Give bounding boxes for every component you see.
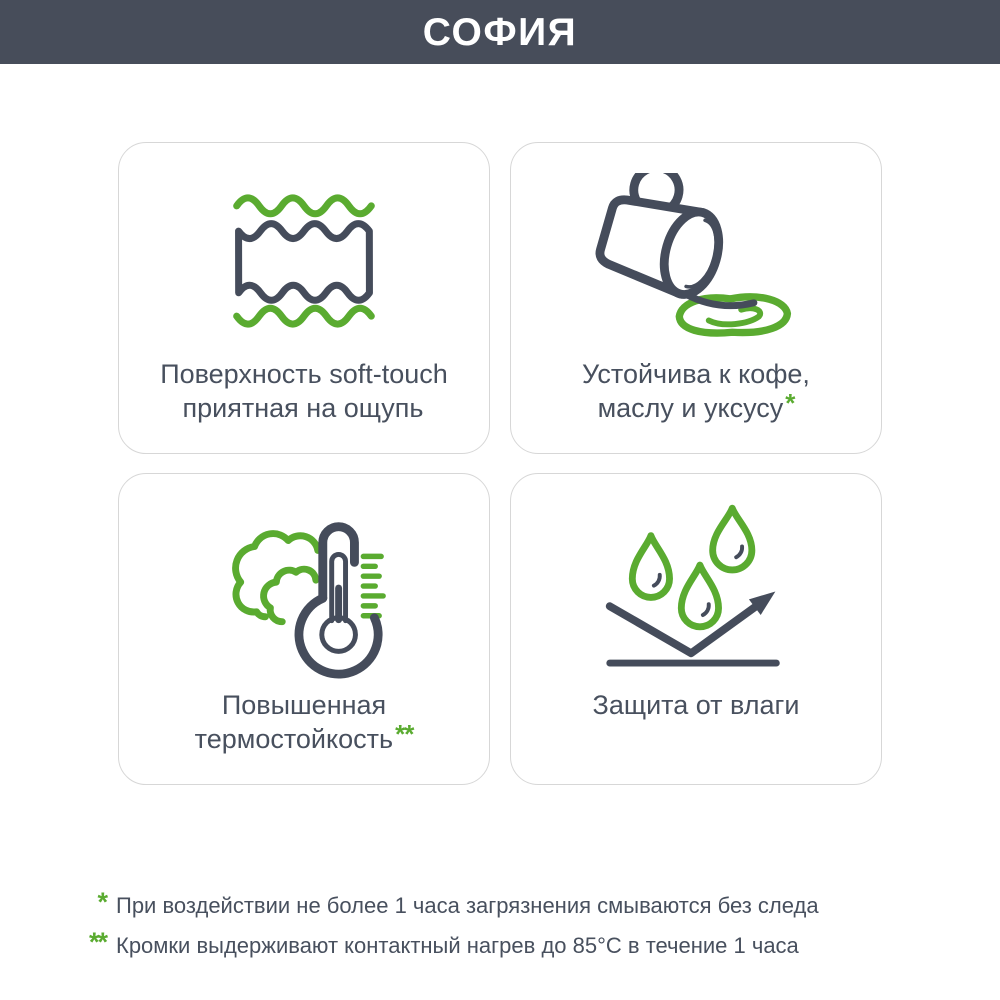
footnote-mark: ** — [88, 927, 106, 957]
title-bar — [0, 0, 1000, 64]
product-title: СОФИЯ — [422, 10, 578, 54]
card-soft-touch — [118, 142, 490, 454]
soft-touch-surface-icon — [218, 180, 390, 342]
footnote-text: Кромки выдерживают контактный нагрев до 85°С в течение 1 часа — [116, 933, 799, 958]
footnote-2 — [58, 927, 942, 960]
card-stain-resistant — [510, 142, 882, 454]
water-drops-deflect-icon — [598, 503, 794, 681]
card-moisture-protection — [510, 473, 882, 785]
card-caption: Устойчива к кофе, маслу и уксусу* — [582, 359, 810, 423]
footnote-text: При воздействии не более 1 часа загрязнения смываются без следа — [116, 893, 819, 918]
footnotes — [58, 887, 942, 960]
card-caption: Повышенная термостойкость** — [194, 690, 414, 754]
icon-area — [598, 498, 794, 686]
card-caption: Защита от влаги — [592, 690, 800, 720]
icon-area — [205, 498, 403, 686]
icon-area — [583, 167, 809, 355]
footnote-mark: * — [97, 887, 106, 917]
spilled-cup-icon — [583, 173, 809, 350]
card-heat-resistance — [118, 473, 490, 785]
card-caption: Поверхность soft-touch приятная на ощупь — [160, 359, 448, 423]
icon-area — [218, 167, 390, 355]
footnote-mark: * — [785, 388, 795, 418]
footnote-mark: ** — [395, 719, 414, 749]
thermometer-heat-icon — [205, 501, 403, 684]
footnote-1 — [58, 887, 942, 920]
feature-cards — [0, 142, 1000, 785]
